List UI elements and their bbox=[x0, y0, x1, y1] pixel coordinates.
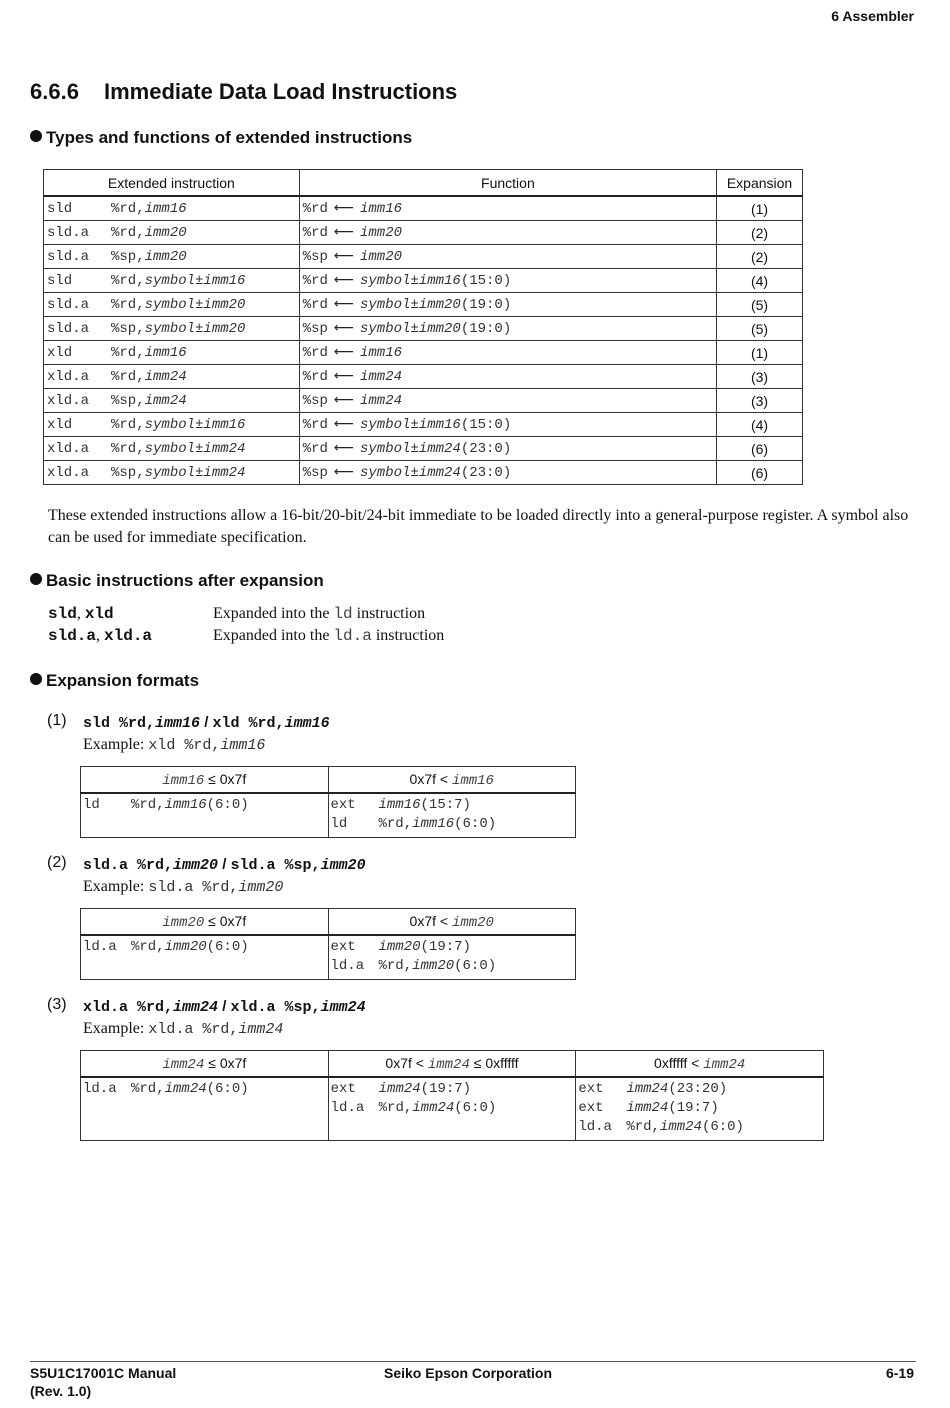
instruction-opcode: sld.a bbox=[47, 248, 90, 265]
function-dest: %rd bbox=[302, 345, 328, 361]
code-op: ext bbox=[330, 1081, 356, 1097]
basic-key: sld bbox=[48, 605, 77, 623]
left-arrow-icon: ⟵ bbox=[333, 248, 354, 264]
bullet-dot-icon bbox=[30, 673, 42, 685]
function-symbol: symbol± bbox=[359, 465, 419, 481]
formats-heading-text: Expansion formats bbox=[46, 671, 200, 690]
instruction-register: %rd, bbox=[111, 224, 145, 241]
code-line bbox=[83, 938, 326, 957]
instruction-cell bbox=[44, 245, 300, 269]
code-op: ld.a bbox=[83, 939, 117, 955]
expansion-condition bbox=[328, 767, 576, 794]
code-op: ld.a bbox=[330, 1100, 365, 1116]
instruction-operand: symbol±imm20 bbox=[144, 296, 246, 313]
left-arrow-icon: ⟵ bbox=[333, 344, 354, 360]
code-op: ext bbox=[330, 797, 356, 813]
condition-text: 0x7f < bbox=[409, 912, 452, 929]
function-bits: (15:0) bbox=[460, 417, 512, 433]
expansion-condition bbox=[81, 1051, 329, 1078]
code-op: ld bbox=[330, 816, 348, 832]
format-heading bbox=[83, 856, 366, 874]
function-bits: (23:0) bbox=[460, 465, 512, 481]
extended-instruction-table bbox=[43, 169, 803, 485]
code-op: ext bbox=[578, 1081, 604, 1097]
expansion-code-cell bbox=[576, 1077, 824, 1141]
footer-page-number: 6-19 bbox=[885, 1365, 914, 1381]
instruction-operand: symbol±imm16 bbox=[144, 416, 246, 433]
function-imm: imm24 bbox=[359, 369, 402, 385]
code-imm: imm20 bbox=[378, 939, 421, 955]
instruction-operand: imm24 bbox=[144, 392, 187, 409]
instruction-operand: imm24 bbox=[144, 368, 187, 385]
code-bits: (6:0) bbox=[206, 1081, 249, 1097]
left-arrow-icon: ⟵ bbox=[333, 224, 354, 240]
condition-imm: imm24 bbox=[427, 1056, 470, 1073]
instruction-opcode: sld.a bbox=[47, 224, 90, 241]
expansion-cell: (6) bbox=[717, 437, 803, 461]
code-register: %rd, bbox=[378, 816, 413, 832]
table-row bbox=[44, 269, 803, 293]
format-imm: imm16 bbox=[284, 715, 330, 732]
expansion-condition bbox=[328, 1051, 576, 1078]
format-number: (3) bbox=[47, 996, 67, 1013]
function-cell bbox=[299, 317, 716, 341]
expansion-code-cell bbox=[81, 1077, 329, 1141]
instruction-cell bbox=[44, 196, 300, 221]
condition-text: 0x7f < bbox=[385, 1054, 428, 1071]
function-symbol: symbol± bbox=[359, 417, 419, 433]
format-op: sld.a %sp, bbox=[230, 857, 321, 874]
function-cell bbox=[299, 221, 716, 245]
instruction-opcode: xld bbox=[47, 416, 73, 433]
code-line bbox=[578, 1118, 821, 1137]
function-dest: %sp bbox=[302, 465, 328, 481]
condition-text: 0x7f < bbox=[409, 770, 452, 787]
expansion-code-cell bbox=[328, 793, 576, 838]
expansion-table bbox=[80, 1050, 824, 1141]
code-imm: imm16 bbox=[412, 816, 455, 832]
code-line bbox=[331, 815, 574, 834]
section-title bbox=[30, 79, 457, 105]
instruction-operand: symbol±imm24 bbox=[144, 440, 246, 457]
code-register: %rd, bbox=[378, 1100, 413, 1116]
code-imm: imm24 bbox=[659, 1119, 702, 1135]
code-line bbox=[331, 796, 574, 815]
instruction-register: %rd, bbox=[111, 440, 145, 457]
function-cell bbox=[299, 269, 716, 293]
function-dest: %rd bbox=[302, 225, 328, 241]
instruction-cell bbox=[44, 269, 300, 293]
left-arrow-icon: ⟵ bbox=[333, 200, 354, 216]
basic-key: xld bbox=[84, 605, 114, 623]
format-example bbox=[83, 878, 283, 896]
example-code: xld %rd, bbox=[148, 737, 221, 754]
table-row bbox=[44, 317, 803, 341]
function-symbol: symbol± bbox=[359, 273, 419, 289]
code-line bbox=[578, 1080, 821, 1099]
function-imm: imm16 bbox=[418, 273, 461, 289]
instruction-cell bbox=[44, 461, 300, 485]
basic-desc: instruction bbox=[371, 627, 445, 644]
format-example bbox=[83, 736, 265, 754]
expansion-cell: (6) bbox=[717, 461, 803, 485]
condition-imm: imm20 bbox=[451, 914, 494, 931]
table-row bbox=[44, 196, 803, 221]
format-op: sld.a %rd, bbox=[83, 857, 174, 874]
code-imm: imm24 bbox=[626, 1100, 669, 1116]
code-line bbox=[83, 796, 326, 815]
instruction-cell bbox=[44, 413, 300, 437]
format-op: xld.a %sp, bbox=[230, 999, 321, 1016]
format-separator: / bbox=[218, 998, 231, 1015]
function-cell bbox=[299, 365, 716, 389]
code-bits: (6:0) bbox=[701, 1119, 744, 1135]
instruction-operand: imm20 bbox=[144, 224, 187, 241]
code-op: ld.a bbox=[83, 1081, 117, 1097]
function-dest: %sp bbox=[302, 321, 328, 337]
format-heading bbox=[83, 714, 330, 732]
instruction-register: %rd, bbox=[111, 416, 145, 433]
left-arrow-icon: ⟵ bbox=[333, 272, 354, 288]
example-label: Example: bbox=[83, 878, 149, 895]
footer-revision: (Rev. 1.0) bbox=[30, 1383, 92, 1399]
code-imm: imm20 bbox=[412, 958, 455, 974]
format-separator: / bbox=[200, 714, 213, 731]
code-imm: imm24 bbox=[626, 1081, 669, 1097]
instruction-operand: symbol±imm16 bbox=[144, 272, 246, 289]
code-line bbox=[83, 1080, 326, 1099]
left-arrow-icon: ⟵ bbox=[333, 464, 354, 480]
chapter-header: 6 Assembler bbox=[831, 8, 914, 24]
instruction-opcode: sld bbox=[47, 200, 73, 217]
function-imm: imm20 bbox=[359, 249, 402, 265]
function-dest: %rd bbox=[302, 369, 328, 385]
instruction-register: %sp, bbox=[111, 464, 145, 481]
instruction-opcode: sld.a bbox=[47, 320, 90, 337]
instruction-cell bbox=[44, 341, 300, 365]
condition-imm: imm24 bbox=[703, 1056, 746, 1073]
code-bits: (6:0) bbox=[206, 797, 249, 813]
left-arrow-icon: ⟵ bbox=[333, 392, 354, 408]
footer-manual-title: S5U1C17001C Manual bbox=[30, 1365, 177, 1381]
condition-imm: imm16 bbox=[162, 772, 205, 789]
function-imm: imm16 bbox=[359, 345, 402, 361]
footer-company: Seiko Epson Corporation bbox=[384, 1365, 553, 1381]
function-cell bbox=[299, 413, 716, 437]
code-op: ld bbox=[83, 797, 100, 813]
code-imm: imm16 bbox=[378, 797, 421, 813]
basic-desc: instruction bbox=[352, 605, 426, 622]
code-op: ld.a bbox=[330, 958, 365, 974]
condition-text: ≤ 0x7f bbox=[204, 1054, 247, 1071]
expansion-code-cell bbox=[81, 793, 329, 838]
code-register: %rd, bbox=[131, 797, 165, 813]
format-number: (1) bbox=[47, 712, 67, 729]
function-imm: imm24 bbox=[359, 393, 402, 409]
instruction-cell bbox=[44, 293, 300, 317]
condition-text: 0xfffff < bbox=[654, 1054, 704, 1071]
table-row bbox=[44, 365, 803, 389]
format-op: xld %rd, bbox=[212, 715, 285, 732]
expansion-cell: (3) bbox=[717, 389, 803, 413]
function-imm: imm20 bbox=[418, 297, 461, 313]
format-imm: imm20 bbox=[320, 857, 366, 874]
left-arrow-icon: ⟵ bbox=[333, 416, 354, 432]
expansion-cell: (4) bbox=[717, 269, 803, 293]
code-op: ext bbox=[330, 939, 356, 955]
format-op: sld %rd, bbox=[83, 715, 156, 732]
instruction-opcode: sld bbox=[47, 272, 73, 289]
section-number: 6.6.6 bbox=[30, 79, 79, 104]
expansion-cell: (4) bbox=[717, 413, 803, 437]
formats-heading bbox=[30, 671, 199, 691]
code-bits: (6:0) bbox=[454, 958, 497, 974]
expansion-body-row bbox=[81, 793, 576, 838]
instruction-operand: imm20 bbox=[144, 248, 187, 265]
function-cell bbox=[299, 437, 716, 461]
expansion-cell: (5) bbox=[717, 293, 803, 317]
condition-imm: imm16 bbox=[451, 772, 494, 789]
condition-imm: imm20 bbox=[162, 914, 205, 931]
instruction-cell bbox=[44, 317, 300, 341]
function-bits: (15:0) bbox=[460, 273, 512, 289]
basic-desc: Expanded into the bbox=[213, 605, 334, 622]
expansion-cell: (1) bbox=[717, 196, 803, 221]
example-code: xld.a %rd, bbox=[148, 1021, 239, 1038]
expansion-header-row bbox=[81, 1051, 824, 1078]
expansion-table bbox=[80, 766, 576, 838]
footer-manual bbox=[30, 1364, 176, 1400]
example-imm: imm24 bbox=[238, 1021, 284, 1038]
function-symbol: symbol± bbox=[359, 321, 419, 337]
function-dest: %rd bbox=[302, 441, 328, 457]
left-arrow-icon: ⟵ bbox=[333, 368, 354, 384]
instruction-opcode: xld.a bbox=[47, 392, 90, 409]
function-dest: %rd bbox=[302, 417, 328, 433]
instruction-cell bbox=[44, 365, 300, 389]
expansion-table bbox=[80, 908, 576, 980]
left-arrow-icon: ⟵ bbox=[333, 440, 354, 456]
instruction-register: %sp, bbox=[111, 392, 145, 409]
basic-key: sld.a bbox=[48, 627, 97, 645]
instruction-opcode: sld.a bbox=[47, 296, 90, 313]
code-imm: imm20 bbox=[164, 939, 207, 955]
expansion-condition bbox=[81, 909, 329, 936]
function-dest: %sp bbox=[302, 393, 328, 409]
code-register: %rd, bbox=[626, 1119, 660, 1135]
instruction-opcode: xld bbox=[47, 344, 73, 361]
instruction-cell bbox=[44, 437, 300, 461]
expansion-code-cell bbox=[328, 935, 576, 980]
function-cell bbox=[299, 245, 716, 269]
table-row bbox=[44, 437, 803, 461]
example-label: Example: bbox=[83, 736, 149, 753]
description-paragraph: These extended instructions allow a 16-bit/20-bit/24-bit immediate to be loaded directly into a general-purpose register. A symbol also can be used for immediate specification. bbox=[48, 507, 909, 546]
bullet-dot-icon bbox=[30, 573, 42, 585]
function-imm: imm16 bbox=[359, 201, 402, 217]
basic-heading bbox=[30, 571, 324, 591]
table-row bbox=[44, 293, 803, 317]
format-number: (2) bbox=[47, 854, 67, 871]
expansion-condition bbox=[81, 767, 329, 794]
instruction-register: %rd, bbox=[111, 368, 145, 385]
function-cell bbox=[299, 389, 716, 413]
footer-rule bbox=[30, 1361, 916, 1362]
code-line bbox=[331, 1099, 574, 1118]
instruction-operand: symbol±imm20 bbox=[144, 320, 246, 337]
expansion-cell: (2) bbox=[717, 221, 803, 245]
function-dest: %rd bbox=[302, 273, 328, 289]
expansion-cell: (1) bbox=[717, 341, 803, 365]
expansion-cell: (3) bbox=[717, 365, 803, 389]
section-title-text: Immediate Data Load Instructions bbox=[104, 79, 458, 104]
instruction-register: %rd, bbox=[111, 296, 145, 313]
expansion-condition bbox=[576, 1051, 824, 1078]
code-bits: (6:0) bbox=[454, 816, 497, 832]
expansion-header-row bbox=[81, 767, 576, 794]
table-row bbox=[44, 245, 803, 269]
example-code: sld.a %rd, bbox=[148, 879, 239, 896]
instruction-operand: imm16 bbox=[144, 200, 187, 217]
expansion-cell: (5) bbox=[717, 317, 803, 341]
format-example bbox=[83, 1020, 283, 1038]
function-imm: imm16 bbox=[418, 417, 461, 433]
example-imm: imm20 bbox=[238, 879, 284, 896]
instruction-register: %rd, bbox=[111, 344, 145, 361]
code-line bbox=[331, 957, 574, 976]
table-row bbox=[44, 389, 803, 413]
instruction-operand: imm16 bbox=[144, 344, 187, 361]
code-line bbox=[578, 1099, 821, 1118]
function-symbol: symbol± bbox=[359, 297, 419, 313]
function-cell bbox=[299, 196, 716, 221]
instruction-opcode: xld.a bbox=[47, 368, 90, 385]
condition-text: ≤ 0x7f bbox=[204, 912, 247, 929]
format-heading bbox=[83, 998, 366, 1016]
basic-row: sld, xld Expanded into the ld instruction bbox=[48, 605, 426, 623]
basic-key: xld.a bbox=[104, 627, 153, 645]
expansion-header-row bbox=[81, 909, 576, 936]
instruction-operand: symbol±imm24 bbox=[144, 464, 246, 481]
expansion-code-cell bbox=[81, 935, 329, 980]
table-row bbox=[44, 221, 803, 245]
expansion-condition bbox=[328, 909, 576, 936]
code-register: %rd, bbox=[131, 939, 165, 955]
function-imm: imm24 bbox=[418, 465, 461, 481]
function-bits: (19:0) bbox=[460, 321, 512, 337]
table-row bbox=[44, 461, 803, 485]
basic-desc: Expanded into the bbox=[213, 627, 334, 644]
left-arrow-icon: ⟵ bbox=[333, 296, 354, 312]
types-heading bbox=[30, 128, 412, 148]
table-row bbox=[44, 341, 803, 365]
col-header-expansion: Expansion bbox=[717, 170, 803, 197]
condition-text: ≤ 0x7f bbox=[204, 770, 247, 787]
code-bits: (23:20) bbox=[668, 1081, 728, 1097]
function-bits: (23:0) bbox=[460, 441, 512, 457]
code-op: ext bbox=[578, 1100, 604, 1116]
code-line bbox=[331, 938, 574, 957]
col-header-function: Function bbox=[299, 170, 716, 197]
basic-row: sld.a, xld.a Expanded into the ld.a instruction bbox=[48, 627, 445, 645]
expansion-cell: (2) bbox=[717, 245, 803, 269]
instruction-opcode: xld.a bbox=[47, 464, 90, 481]
code-bits: (6:0) bbox=[454, 1100, 497, 1116]
code-bits: (6:0) bbox=[206, 939, 249, 955]
condition-text: ≤ 0xfffff bbox=[469, 1054, 519, 1071]
format-imm: imm24 bbox=[320, 999, 366, 1016]
expansion-body-row bbox=[81, 1077, 824, 1141]
instruction-register: %rd, bbox=[111, 272, 145, 289]
code-imm: imm24 bbox=[164, 1081, 207, 1097]
basic-code: ld bbox=[333, 605, 353, 623]
format-imm: imm16 bbox=[155, 715, 201, 732]
code-bits: (19:7) bbox=[668, 1100, 719, 1116]
instruction-opcode: xld.a bbox=[47, 440, 90, 457]
code-imm: imm24 bbox=[412, 1100, 455, 1116]
code-bits: (15:7) bbox=[420, 797, 471, 813]
example-imm: imm16 bbox=[220, 737, 266, 754]
code-imm: imm16 bbox=[164, 797, 207, 813]
code-op: ld.a bbox=[578, 1119, 612, 1135]
function-cell bbox=[299, 461, 716, 485]
code-imm: imm24 bbox=[378, 1081, 421, 1097]
instruction-register: %rd, bbox=[111, 200, 145, 217]
function-dest: %sp bbox=[302, 249, 328, 265]
code-register: %rd, bbox=[131, 1081, 165, 1097]
expansion-body-row bbox=[81, 935, 576, 980]
bullet-dot-icon bbox=[30, 130, 42, 142]
code-bits: (19:7) bbox=[420, 939, 471, 955]
expansion-code-cell bbox=[328, 1077, 576, 1141]
condition-imm: imm24 bbox=[162, 1056, 205, 1073]
code-bits: (19:7) bbox=[420, 1081, 472, 1097]
col-header-extended-instruction: Extended instruction bbox=[44, 170, 300, 197]
function-imm: imm24 bbox=[418, 441, 461, 457]
instruction-register: %sp, bbox=[111, 248, 145, 265]
instruction-cell bbox=[44, 389, 300, 413]
function-symbol: symbol± bbox=[359, 441, 419, 457]
function-bits: (19:0) bbox=[460, 297, 512, 313]
format-imm: imm20 bbox=[173, 857, 219, 874]
format-imm: imm24 bbox=[173, 999, 219, 1016]
code-register: %rd, bbox=[378, 958, 413, 974]
basic-code: ld.a bbox=[333, 627, 372, 645]
types-heading-text: Types and functions of extended instructions bbox=[46, 128, 413, 147]
code-line bbox=[331, 1080, 574, 1099]
left-arrow-icon: ⟵ bbox=[333, 320, 354, 336]
instruction-register: %sp, bbox=[111, 320, 145, 337]
basic-heading-text: Basic instructions after expansion bbox=[46, 571, 324, 590]
function-imm: imm20 bbox=[418, 321, 461, 337]
function-dest: %rd bbox=[302, 297, 328, 313]
function-dest: %rd bbox=[302, 201, 328, 217]
example-label: Example: bbox=[83, 1020, 149, 1037]
function-imm: imm20 bbox=[359, 225, 402, 241]
format-op: xld.a %rd, bbox=[83, 999, 174, 1016]
table-row bbox=[44, 413, 803, 437]
function-cell bbox=[299, 293, 716, 317]
function-cell bbox=[299, 341, 716, 365]
instruction-cell bbox=[44, 221, 300, 245]
format-separator: / bbox=[218, 856, 231, 873]
